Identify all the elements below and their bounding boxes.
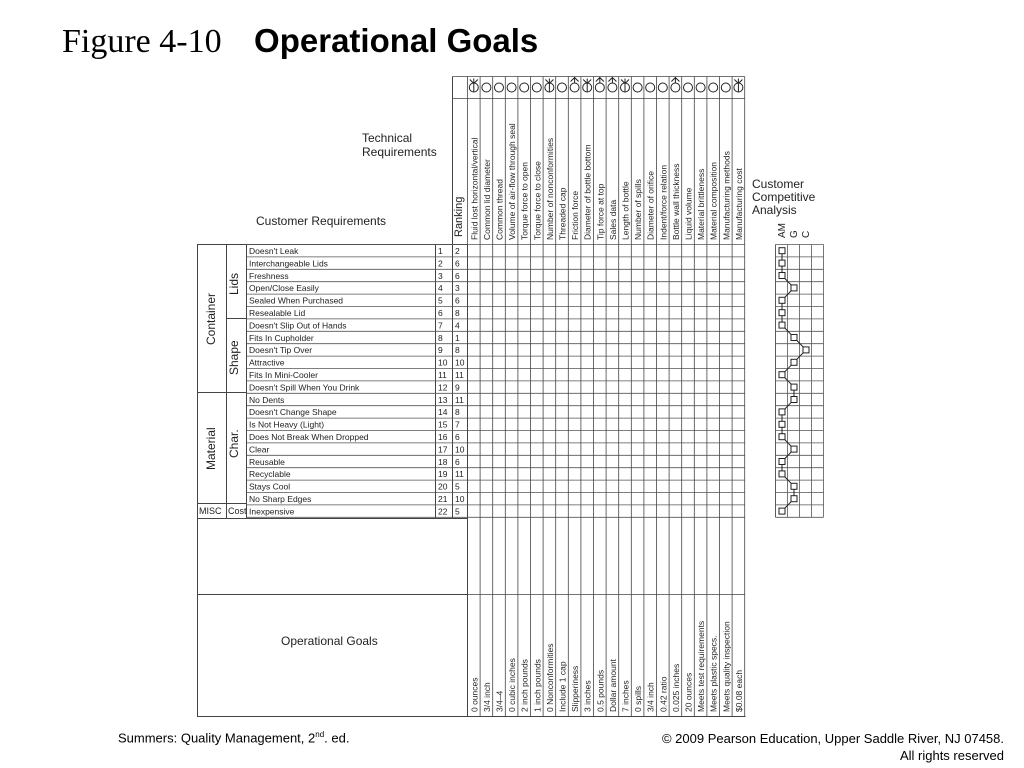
customer-requirement: Clear [249, 444, 270, 455]
requirement-number: 21 [438, 494, 448, 504]
requirement-number: 10 [438, 357, 448, 368]
figure-number: Figure 4-10 [62, 23, 222, 60]
competitor-am: AM [777, 223, 788, 238]
customer-requirement: Fits In Cupholder [249, 332, 314, 343]
target-symbol-icon [532, 83, 541, 92]
ranking-value: 6 [455, 270, 460, 281]
ranking-value: 10 [455, 357, 465, 368]
technical-requirement: Threaded cap [557, 187, 568, 240]
requirement-number: 2 [438, 258, 443, 269]
ranking-value: 10 [455, 494, 465, 504]
requirement-number: 16 [438, 432, 448, 442]
customer-requirements-label: Customer Requirements [256, 214, 387, 228]
competitive-rating-marker [779, 273, 785, 279]
customer-requirement: Resealable Lid [249, 308, 306, 318]
group-container: Container [204, 292, 218, 345]
competitor-c: C [801, 230, 812, 238]
competitive-rating-marker [779, 434, 785, 440]
operational-goal: Slipperiness [570, 665, 581, 712]
technical-requirement: Diameter of bottle bottom [582, 144, 593, 240]
technical-requirement: Material brittleness [696, 168, 707, 240]
ranking-value: 8 [455, 308, 460, 318]
minimize-arrow-icon [734, 79, 742, 93]
operational-goal: $0.08 each [733, 669, 744, 712]
technical-requirement: Length of bottle [620, 181, 631, 240]
operational-goal: Dollar amount [607, 659, 618, 712]
maximize-arrow-icon [608, 78, 616, 84]
group-char: Char. [227, 429, 241, 458]
ranking-value: 11 [455, 469, 464, 480]
competitive-rating-marker [791, 397, 797, 403]
ranking-value: 4 [455, 320, 460, 331]
technical-requirement: Torque force to close [532, 161, 543, 240]
group-shape: Shape [227, 340, 241, 375]
target-symbol-icon [721, 83, 730, 92]
ranking-value: 10 [455, 444, 465, 455]
ranking-value: 5 [455, 506, 460, 517]
operational-goal: Meets plastic specs. [708, 635, 719, 712]
requirement-number: 13 [438, 394, 448, 405]
competitive-rating-marker [791, 446, 797, 452]
competitor-labels [777, 223, 812, 238]
operational-goal: 3/4–4 [494, 690, 505, 712]
target-symbol-icon [684, 83, 693, 92]
ranking-label: Ranking [453, 196, 465, 237]
target-symbol-icon [495, 83, 504, 92]
competitive-rating-marker [779, 310, 785, 316]
competitive-rating-marker [779, 297, 785, 303]
group-misc: MISC [199, 506, 222, 516]
requirement-number: 9 [438, 345, 443, 356]
target-symbol-icon [570, 83, 579, 92]
operational-goal: 7 inches [620, 680, 631, 712]
competitive-rating-marker [791, 483, 797, 489]
technical-requirement: Sales data [607, 199, 618, 240]
customer-requirement: Interchangeable Lids [249, 258, 328, 269]
competitive-rating-marker [791, 285, 797, 291]
technical-requirement: Common thread [494, 179, 505, 240]
customer-requirement: Reusable [249, 456, 285, 467]
customer-requirement: Doesn't Leak [249, 246, 299, 256]
ranking-value: 6 [455, 432, 460, 442]
requirement-number: 17 [438, 444, 448, 455]
competitive-rating-marker [779, 322, 785, 328]
customer-requirement: Doesn't Change Shape [249, 407, 337, 418]
operational-goal: Meets test requirements [696, 620, 707, 712]
operational-goal: 3/4 inch [645, 682, 656, 712]
requirement-number: 1 [438, 246, 443, 256]
technical-requirement: Liquid volume [683, 187, 694, 240]
target-symbol-icon [633, 83, 642, 92]
ranking-value: 11 [455, 394, 464, 405]
ranking-value: 6 [455, 295, 460, 306]
operational-goal: 20 ounces [683, 672, 694, 712]
ranking-value: 7 [455, 419, 460, 430]
technical-requirement: Fluid lost horizontal/vertical [469, 137, 480, 240]
requirement-number: 22 [438, 506, 448, 517]
technical-requirement: Number of spills [633, 179, 644, 240]
requirement-number: 5 [438, 295, 443, 306]
minimize-arrow-icon [621, 79, 629, 93]
target-symbol-icon [482, 83, 491, 92]
requirement-number: 6 [438, 308, 443, 318]
technical-requirement: Volume of air-flow through seal [507, 123, 518, 240]
requirement-number: 11 [438, 370, 447, 380]
customer-requirement: Stays Cool [249, 481, 291, 492]
technical-requirement: Torque force to open [519, 162, 530, 240]
requirement-number: 7 [438, 320, 443, 331]
operational-goal: 0.025 inches [670, 663, 681, 712]
competitive-rating-marker [791, 496, 797, 502]
footer-source: Summers: Quality Management, 2nd. ed. [118, 730, 350, 746]
competitive-rating-marker [779, 372, 785, 378]
technical-requirement: Manufacturing methods [721, 151, 732, 240]
target-symbol-icon [696, 83, 705, 92]
competitive-rating-marker [791, 384, 797, 390]
operational-goal: 3 inches [582, 680, 593, 712]
maximize-arrow-icon [596, 78, 604, 84]
target-symbol-icon [646, 83, 655, 92]
ranking-value: 5 [455, 481, 460, 492]
figure-title: Operational Goals [254, 22, 539, 59]
technical-requirement: Common lid diameter [481, 159, 492, 240]
customer-requirement: Doesn't Tip Over [249, 345, 313, 356]
target-symbol-icon [671, 83, 680, 92]
customer-requirement: Open/Close Easily [249, 283, 319, 294]
footer-copyright: © 2009 Pearson Education, Upper Saddle River, NJ 07458. All rights reserved [661, 731, 1004, 763]
competitive-rating-marker [779, 421, 785, 427]
technical-requirement: Bottle wall thickness [670, 163, 681, 240]
technical-requirement: Friction force [570, 190, 581, 240]
customer-requirement: Is Not Heavy (Light) [249, 419, 325, 430]
customer-requirement: Freshness [249, 270, 289, 281]
competitive-rating-marker [791, 359, 797, 365]
technical-requirement: Number of nonconformities [544, 137, 555, 240]
requirement-number: 18 [438, 456, 448, 467]
requirement-number: 12 [438, 382, 448, 393]
ranking-value: 8 [455, 407, 460, 418]
minimize-arrow-icon [470, 79, 478, 93]
operational-goal: 3/4 inch [481, 682, 492, 712]
operational-goal: 0 ounces [469, 677, 480, 712]
ranking-value: 3 [455, 283, 460, 294]
competitive-rating-marker [779, 508, 785, 514]
group-lids: Lids [227, 272, 241, 295]
operational-goal: 0.42 ratio [658, 676, 669, 712]
target-symbol-icon [709, 83, 718, 92]
minimize-arrow-icon [583, 79, 591, 93]
requirement-number: 3 [438, 270, 443, 281]
minimize-arrow-icon [545, 79, 553, 93]
ranking-value: 11 [455, 370, 464, 380]
requirement-number: 15 [438, 419, 448, 430]
requirement-number: 4 [438, 283, 443, 294]
operational-goal: 0.5 pounds [595, 669, 606, 712]
technical-requirement: Indent/force relation [658, 164, 669, 240]
customer-requirement: Doesn't Slip Out of Hands [249, 320, 347, 331]
competitive-rating-marker [791, 335, 797, 341]
ranking-value: 6 [455, 258, 460, 269]
competitive-rating-marker [779, 248, 785, 254]
competitive-rating-marker [779, 471, 785, 477]
target-symbol-icon [658, 83, 667, 92]
operational-goal: 0 cubic inches [507, 658, 518, 712]
group-cost: Cost [228, 506, 247, 516]
technical-requirement: Diameter of orifice [645, 171, 656, 240]
requirement-number: 8 [438, 332, 443, 343]
customer-requirement: Inexpensive [249, 506, 295, 517]
maximize-arrow-icon [571, 78, 579, 84]
competitive-rating-marker [779, 260, 785, 266]
ranking-value: 6 [455, 456, 460, 467]
technical-requirement: Tip force at top [595, 183, 606, 240]
customer-requirement: No Sharp Edges [249, 494, 312, 504]
group-material: Material [204, 427, 218, 470]
requirement-number: 20 [438, 481, 448, 492]
customer-requirement: Doesn't Spill When You Drink [249, 382, 360, 393]
target-symbol-icon [558, 83, 567, 92]
ranking-value: 8 [455, 345, 460, 356]
ranking-value: 9 [455, 382, 460, 393]
requirement-number: 19 [438, 469, 448, 480]
technical-requirements-label: Technical Requirements [362, 131, 437, 159]
operational-goal: 0 Nonconformities [544, 643, 555, 712]
competitive-rating-marker [779, 409, 785, 415]
customer-requirement: No Dents [249, 394, 285, 405]
customer-requirement: Attractive [249, 357, 285, 368]
requirement-number: 14 [438, 407, 448, 418]
customer-requirement: Sealed When Purchased [249, 295, 344, 306]
customer-requirement: Recyclable [249, 469, 291, 480]
operational-goal: 0 spills [633, 686, 644, 712]
customer-requirement: Fits In Mini-Cooler [249, 370, 318, 380]
operational-goal: Include 1 cap [557, 661, 568, 712]
competitor-g: G [789, 230, 800, 238]
maximize-arrow-icon [671, 78, 679, 84]
operational-goals-label: Operational Goals [281, 634, 378, 648]
competitive-analysis-label: Customer Competitive Analysis [752, 177, 816, 217]
competitive-rating-marker [779, 459, 785, 465]
operational-goal: 1 inch pounds [532, 659, 543, 712]
ranking-value: 2 [455, 246, 460, 256]
ranking-value: 1 [455, 332, 460, 343]
matrix-dynamic [247, 77, 824, 717]
technical-requirement: Material composition [708, 162, 719, 240]
customer-requirement: Does Not Break When Dropped [249, 432, 369, 442]
target-symbol-icon [595, 83, 604, 92]
operational-goal: Meets quality inspection [721, 621, 732, 712]
technical-requirement: Manufacturing cost [733, 168, 744, 240]
target-symbol-icon [608, 83, 617, 92]
group-labels [199, 273, 247, 516]
operational-goal: 2 inch pounds [519, 659, 530, 712]
target-symbol-icon [507, 83, 516, 92]
target-symbol-icon [520, 83, 529, 92]
competitive-rating-marker [803, 347, 809, 353]
